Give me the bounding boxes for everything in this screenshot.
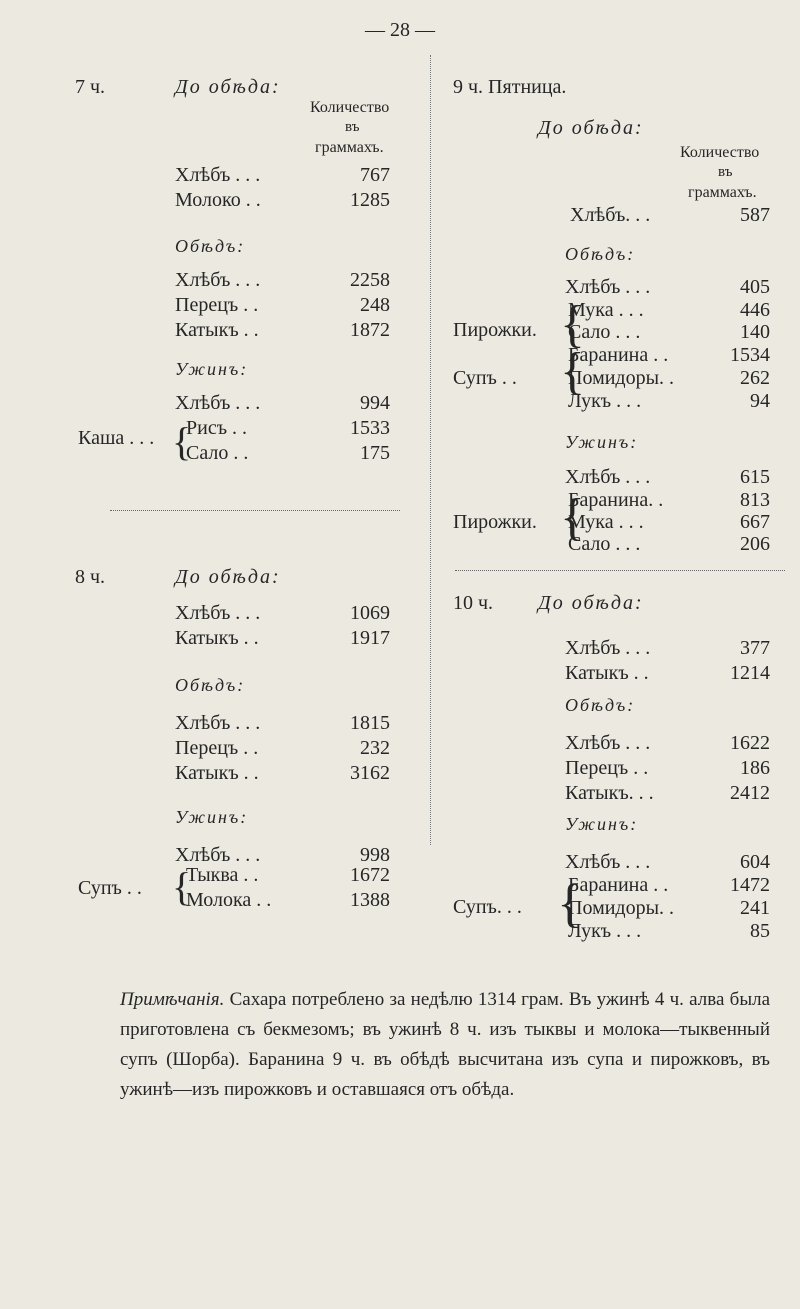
item-value: 241: [740, 897, 770, 919]
item-value: 186: [740, 757, 770, 779]
item-name: Тыква . .: [186, 864, 259, 886]
separator: [110, 510, 400, 511]
item-name: Хлѣбъ . . .: [565, 276, 651, 298]
item-value: 206: [740, 533, 770, 555]
item-value: 1815: [350, 712, 390, 734]
item-name: Помидоры. .: [568, 897, 675, 919]
item-name: Сало . .: [186, 442, 249, 464]
footnote-label: Примѣчанія.: [120, 989, 225, 1010]
item-name: Хлѣбъ . . .: [175, 164, 261, 186]
group-label: Каша . . .: [78, 427, 155, 449]
group-label: Супъ . .: [78, 877, 142, 899]
item-value: 1472: [730, 874, 770, 896]
item-name: Катыкъ. . .: [565, 782, 654, 804]
item-name: Перецъ . .: [175, 737, 259, 759]
item-name: Мука . . .: [568, 299, 644, 321]
item-value: 248: [360, 294, 390, 316]
item-value: 140: [740, 321, 770, 343]
item-name: Перецъ . .: [175, 294, 259, 316]
item-name: Лукъ . . .: [568, 390, 642, 412]
item-name: Катыкъ . .: [175, 762, 259, 784]
unit-header-l1: Количество: [680, 144, 760, 161]
item-name: Катыкъ . .: [175, 319, 259, 341]
item-name: Хлѣбъ . . .: [175, 392, 261, 414]
item-value: 2258: [350, 269, 390, 291]
unit-header-l2: въ: [718, 164, 733, 180]
separator: [455, 570, 785, 571]
day-10-before-dinner: До обѣда:: [538, 592, 644, 614]
item-value: 446: [740, 299, 770, 321]
brace: {: [560, 296, 585, 353]
item-value: 85: [750, 920, 770, 942]
day-9-before-dinner: До обѣда:: [538, 117, 644, 139]
item-value: 1285: [350, 189, 390, 211]
day-7-hour: 7 ч.: [75, 76, 106, 98]
item-name: Баранина. .: [568, 489, 664, 511]
item-name: Лукъ . . .: [568, 920, 642, 942]
item-value: 604: [740, 851, 770, 873]
group-label: Пирожки.: [453, 511, 537, 533]
item-value: 587: [740, 204, 770, 226]
item-value: 1534: [730, 344, 770, 366]
day-8-dinner: Обѣдъ:: [175, 675, 246, 695]
footnote: [120, 985, 770, 1105]
day-9-dinner: Обѣдъ:: [565, 244, 636, 264]
brace: {: [557, 873, 583, 933]
item-value: 1214: [730, 662, 770, 684]
item-name: Хлѣбъ . . .: [565, 732, 651, 754]
item-name: Перецъ . .: [565, 757, 649, 779]
item-value: 2412: [730, 782, 770, 804]
item-name: Хлѣбъ . . .: [175, 602, 261, 624]
group-label: Супъ . .: [453, 367, 517, 389]
item-value: 1872: [350, 319, 390, 341]
item-name: Сало . . .: [568, 321, 641, 343]
footnote-text: Сахара потреблено за недѣлю 1314 грам. Въ ужинѣ 4 ч. алва была приготовлена съ бекмезомъ; въ ужинѣ 8 ч. изъ тыквы и молока—тыквенный супъ (Шорба). Баранина 9 ч. въ обѣдѣ высчитана изъ супа и пирожковъ, въ ужинѣ—изъ пирожковъ и оставшаяся отъ обѣда.: [120, 989, 770, 1100]
item-value: 667: [740, 511, 770, 533]
column-divider: [430, 55, 435, 845]
day-7-supper: Ужинъ:: [175, 359, 249, 379]
item-name: Хлѣбъ . . .: [565, 851, 651, 873]
item-name: Хлѣбъ . . .: [175, 712, 261, 734]
brace: {: [172, 419, 192, 464]
day-10-supper: Ужинъ:: [565, 814, 639, 834]
item-name: Помидоры. .: [568, 367, 675, 389]
item-name: Сало . . .: [568, 533, 641, 555]
item-value: 1917: [350, 627, 390, 649]
item-name: Хлѣбъ . . .: [175, 844, 261, 866]
item-value: 767: [360, 164, 390, 186]
item-name: Катыкъ . .: [565, 662, 649, 684]
unit-header-l3: граммахъ.: [688, 184, 757, 201]
item-name: Хлѣбъ . . .: [175, 269, 261, 291]
day-8-before-dinner: До обѣда:: [175, 566, 281, 588]
item-name: Баранина . .: [568, 344, 669, 366]
unit-header-l2: въ: [345, 119, 360, 135]
item-value: 405: [740, 276, 770, 298]
unit-header-l3: граммахъ.: [315, 139, 384, 156]
day-9-hour: 9 ч. Пятница.: [453, 76, 567, 98]
day-10-hour: 10 ч.: [453, 592, 494, 614]
item-name: Рисъ . .: [186, 417, 248, 439]
item-value: 262: [740, 367, 770, 389]
day-9-supper: Ужинъ:: [565, 432, 639, 452]
day-7-before-dinner: До обѣда:: [175, 76, 281, 98]
item-value: 813: [740, 489, 770, 511]
item-value: 232: [360, 737, 390, 759]
item-name: Хлѣбъ. . .: [570, 204, 651, 226]
item-name: Хлѣбъ . . .: [565, 466, 651, 488]
day-10-dinner: Обѣдъ:: [565, 695, 636, 715]
brace: {: [560, 343, 585, 400]
item-value: 1069: [350, 602, 390, 624]
item-value: 615: [740, 466, 770, 488]
item-name: Катыкъ . .: [175, 627, 259, 649]
item-name: Баранина . .: [568, 874, 669, 896]
item-value: 998: [360, 844, 390, 866]
day-8-supper: Ужинъ:: [175, 807, 249, 827]
item-value: 94: [750, 390, 770, 412]
day-7-dinner: Обѣдъ:: [175, 236, 246, 256]
item-value: 1388: [350, 889, 390, 911]
item-value: 377: [740, 637, 770, 659]
item-name: Мука . . .: [568, 511, 644, 533]
item-name: Молока . .: [186, 889, 272, 911]
group-label: Супъ. . .: [453, 896, 522, 918]
page-number: — 28 —: [365, 19, 435, 41]
item-value: 994: [360, 392, 390, 414]
brace: {: [172, 864, 192, 909]
item-name: Хлѣбъ . . .: [565, 637, 651, 659]
unit-header-l1: Количество: [310, 99, 390, 116]
item-value: 1533: [350, 417, 390, 439]
item-name: Молоко . .: [175, 189, 261, 211]
group-label: Пирожки.: [453, 319, 537, 341]
day-8-hour: 8 ч.: [75, 566, 106, 588]
item-value: 1672: [350, 864, 390, 886]
brace: {: [560, 489, 585, 546]
item-value: 175: [360, 442, 390, 464]
item-value: 3162: [350, 762, 390, 784]
item-value: 1622: [730, 732, 770, 754]
